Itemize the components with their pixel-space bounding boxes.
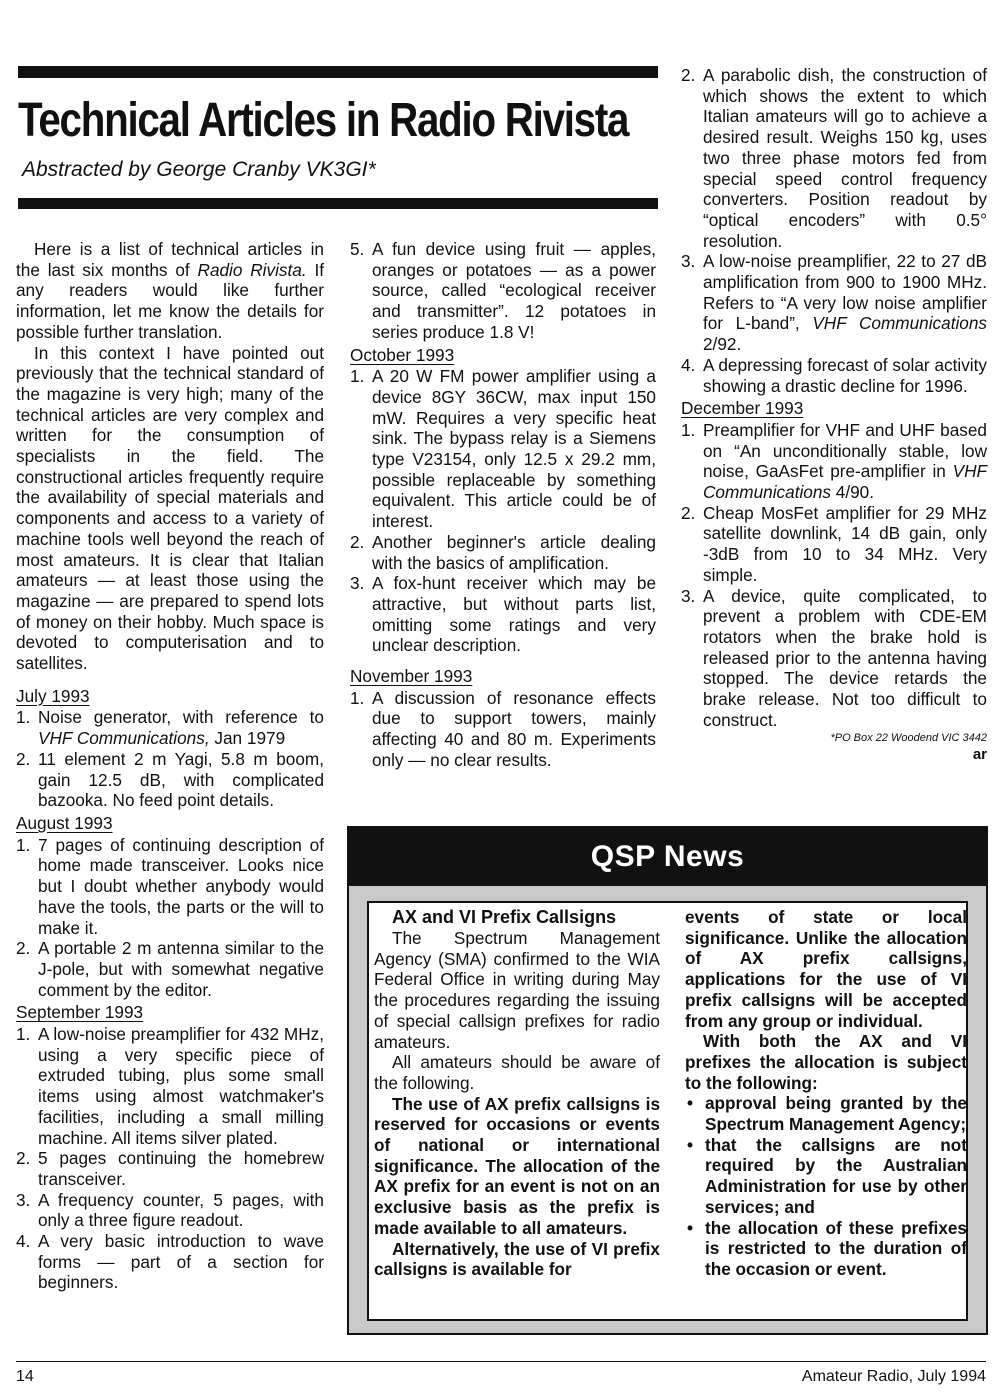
item-text: A parabolic dish, the construction of which shows the extent to which Italian amateurs will go to achieve a desired result. Weighs 150 kg, uses two three phase motors fed from special speed control frequency converters. Position readout by “optical encoders” with 0.5° resolution. bbox=[703, 65, 987, 251]
item-number: 2. bbox=[350, 531, 365, 552]
july-list bbox=[16, 707, 324, 811]
qsp-column-2 bbox=[685, 907, 967, 1280]
list-item bbox=[685, 1218, 967, 1280]
end-mark: ar bbox=[972, 745, 987, 763]
month-heading-october: October 1993 bbox=[350, 344, 455, 365]
intro-paragraph-1 bbox=[16, 239, 324, 343]
qsp-paragraph-1: The Spectrum Management Agency (SMA) confirmed to the WIA Federal Office in writing during May the procedures regarding the issuing of special callsign prefixes for radio amateurs. bbox=[374, 928, 660, 1052]
november-list-continued bbox=[681, 65, 987, 396]
intro-text: Here is a list of technical articles in the last six months of bbox=[16, 239, 324, 280]
item-number: 2. bbox=[681, 502, 696, 523]
list-item bbox=[681, 251, 987, 355]
list-item bbox=[16, 749, 324, 811]
item-text: A device, quite complicated, to prevent a problem with CDE-EM rotators when the brake hold is released prior to the antenna having stopped. The device retards the brake release. Not too difficult to construct. bbox=[703, 585, 987, 730]
item-text: A depressing forecast of solar activity showing a drastic decline for 1996. bbox=[703, 354, 987, 396]
item-number: 1. bbox=[16, 1024, 31, 1045]
bullet-icon: • bbox=[687, 1134, 694, 1155]
qsp-paragraph-4-continued: events of state or local significance. Unlike the allocation of AX prefix callsigns, applications for the use of VI prefix callsigns will be accepted from any group or individual. bbox=[685, 907, 967, 1031]
qsp-paragraph-2: All amateurs should be aware of the following. bbox=[374, 1052, 660, 1093]
qsp-paragraph-4: Alternatively, the use of VI prefix callsigns is available for bbox=[374, 1238, 660, 1280]
list-item bbox=[681, 420, 987, 503]
item-number: 3. bbox=[681, 585, 696, 606]
item-text: 5 pages continuing the homebrew transceiver. bbox=[38, 1148, 324, 1189]
item-text: A 20 W FM power amplifier using a device 8GY 36CW, max input 150 mW. Requires a very specific heat sink. The bypass relay is a Siemens type V23154, only 12.5 x 29.2 mm, possible replaceable by something equivalent. This article could be of interest. bbox=[372, 366, 656, 532]
month-heading-july: July 1993 bbox=[16, 685, 90, 706]
qsp-news-box bbox=[347, 826, 988, 1335]
article-column-2 bbox=[350, 239, 656, 771]
november-list bbox=[350, 688, 656, 771]
list-item bbox=[16, 707, 324, 748]
month-heading-november: November 1993 bbox=[350, 666, 473, 687]
list-item bbox=[16, 1231, 324, 1293]
qsp-conditions-list bbox=[685, 1093, 967, 1279]
title-top-rule bbox=[18, 66, 658, 78]
article-column-3 bbox=[681, 65, 987, 764]
item-text: A fox-hunt receiver which may be attractive, but without parts list, omitting some ratings and very unclear description. bbox=[372, 573, 656, 656]
list-item bbox=[350, 532, 656, 573]
item-number: 3. bbox=[350, 573, 365, 594]
list-item bbox=[681, 586, 987, 731]
month-heading-august: August 1993 bbox=[16, 812, 113, 833]
item-text: A fun device using fruit — apples, oranges or potatoes — as a power source, called “ecological receiver and transmitter”. 12 potatoes in series produce 1.8 V! bbox=[372, 239, 656, 342]
list-item bbox=[350, 366, 656, 532]
item-text: Another beginner's article dealing with the basics of amplification. bbox=[372, 531, 656, 573]
august-list bbox=[16, 835, 324, 1001]
item-text: A discussion of resonance effects due to support towers, mainly affecting 40 and 80 m. Experiments only — no clear results. bbox=[372, 687, 656, 770]
item-text: Preamplifier for VHF and UHF based on “An unconditionally stable, low noise, GaAsFet pre-amplifier in bbox=[703, 419, 987, 482]
item-publication: VHF Communications, bbox=[38, 728, 210, 749]
list-item bbox=[350, 573, 656, 656]
list-item bbox=[681, 355, 987, 396]
intro-text-end: If any readers would like further information, let me know the details for possible further translation. bbox=[16, 259, 325, 342]
footer-rule bbox=[16, 1361, 986, 1362]
qsp-paragraph-5: With both the AX and VI prefixes the allocation is subject to the following: bbox=[685, 1031, 967, 1093]
item-publication: VHF Communications bbox=[703, 461, 987, 503]
list-item bbox=[685, 1135, 967, 1218]
item-number: 4. bbox=[16, 1231, 31, 1252]
article-column-1 bbox=[16, 239, 324, 1293]
item-number: 1. bbox=[681, 419, 696, 440]
list-item bbox=[16, 1148, 324, 1189]
item-text: approval being granted by the Spectrum Management Agency; bbox=[705, 1093, 967, 1135]
item-number: 5. bbox=[350, 239, 365, 259]
item-text: that the callsigns are not required by the Australian Administration for use by other services; and bbox=[705, 1134, 967, 1217]
bullet-icon: • bbox=[687, 1093, 694, 1114]
publication-footer: Amateur Radio, July 1994 bbox=[801, 1368, 986, 1385]
qsp-column-1 bbox=[374, 907, 660, 1280]
list-item bbox=[681, 503, 987, 586]
item-text: 7 pages of continuing description of home made transceiver. Looks nice but I doubt whether anybody would have the tools, the parts or the will to make it. bbox=[38, 834, 324, 938]
item-text: A frequency counter, 5 pages, with only a three figure readout. bbox=[38, 1189, 324, 1231]
item-text-end: 2/92. bbox=[703, 334, 742, 355]
list-item bbox=[350, 688, 656, 771]
list-item bbox=[16, 938, 324, 1000]
item-text: A low-noise preamplifier for 432 MHz, using a very specific piece of extruded tubing, plus some small items using almost watchmaker's facilities, including a small milling machine. All items silver plated. bbox=[38, 1024, 324, 1148]
item-number: 1. bbox=[16, 707, 31, 728]
item-text: the allocation of these prefixes is restricted to the duration of the occasion or event. bbox=[705, 1217, 967, 1279]
article-title: Technical Articles in Radio Rivista bbox=[18, 94, 629, 147]
list-item bbox=[685, 1093, 967, 1134]
qsp-news-banner: QSP News bbox=[349, 828, 986, 886]
item-number: 3. bbox=[16, 1189, 31, 1210]
item-number: 2. bbox=[681, 65, 696, 85]
item-text-end: Jan 1979 bbox=[209, 728, 286, 749]
october-list bbox=[350, 366, 656, 656]
article-byline: Abstracted by George Cranby VK3GI* bbox=[22, 158, 376, 181]
list-item bbox=[350, 239, 656, 343]
december-list bbox=[681, 420, 987, 731]
september-list bbox=[16, 1024, 324, 1293]
author-address: *PO Box 22 Woodend VIC 3442 bbox=[830, 731, 987, 744]
item-text: Noise generator, with reference to bbox=[38, 707, 324, 728]
list-item bbox=[681, 65, 987, 251]
intro-paragraph-2: In this context I have pointed out previously that the technical standard of the magazine is very high; many of the technical articles are very complex and written for the consumption of specialists in the field. The constructional articles frequently require the availability of special materials and components and access to a variety of machine tools well beyond the reach of most amateurs. It is clear that Italian amateurs — at least those using the magazine — are prepared to spend lots of money on their hobby. Much space is devoted to computerisation and to satellites. bbox=[16, 342, 324, 674]
month-heading-december: December 1993 bbox=[681, 398, 804, 419]
item-number: 1. bbox=[16, 834, 31, 855]
qsp-heading: AX and VI Prefix Callsigns bbox=[392, 907, 617, 927]
item-text: A portable 2 m antenna similar to the J-pole, but with somewhat negative comment by the editor. bbox=[38, 938, 324, 1000]
item-number: 1. bbox=[350, 366, 365, 387]
item-number: 2. bbox=[16, 938, 31, 959]
item-text: A low-noise preamplifier, 22 to 27 dB amplification from 900 to 1900 MHz. Refers to “A very low noise amplifier for L-band”, bbox=[703, 251, 987, 334]
month-heading-september: September 1993 bbox=[16, 1002, 144, 1023]
list-item bbox=[16, 1190, 324, 1231]
item-publication: VHF Communications bbox=[812, 313, 987, 334]
item-number: 2. bbox=[16, 748, 31, 769]
item-number: 1. bbox=[350, 687, 365, 708]
item-text: Cheap MosFet amplifier for 29 MHz satellite downlink, 14 dB gain, only -3dB from 10 to 34 MHz. Very simple. bbox=[703, 502, 987, 585]
item-number: 4. bbox=[681, 354, 696, 375]
title-bottom-rule bbox=[18, 198, 658, 209]
item-text-end: 4/90. bbox=[831, 482, 875, 503]
qsp-news-content bbox=[367, 901, 968, 1321]
bullet-icon: • bbox=[687, 1217, 694, 1238]
item-text: 11 element 2 m Yagi, 5.8 m boom, gain 12.5 dB, with complicated bazooka. No feed point details. bbox=[38, 748, 324, 811]
item-number: 2. bbox=[16, 1148, 31, 1169]
magazine-name: Radio Rivista. bbox=[197, 259, 307, 280]
item-number: 3. bbox=[681, 251, 696, 272]
september-list-continued bbox=[350, 239, 656, 343]
page-number: 14 bbox=[16, 1368, 34, 1385]
list-item bbox=[16, 1024, 324, 1148]
qsp-paragraph-3: The use of AX prefix callsigns is reserved for occasions or events of national or international significance. The allocation of the AX prefix for an event is not on an exclusive basis as the prefix is made available to all amateurs. bbox=[374, 1093, 660, 1238]
item-text: A very basic introduction to wave forms — part of a section for beginners. bbox=[38, 1231, 324, 1293]
list-item bbox=[16, 835, 324, 939]
